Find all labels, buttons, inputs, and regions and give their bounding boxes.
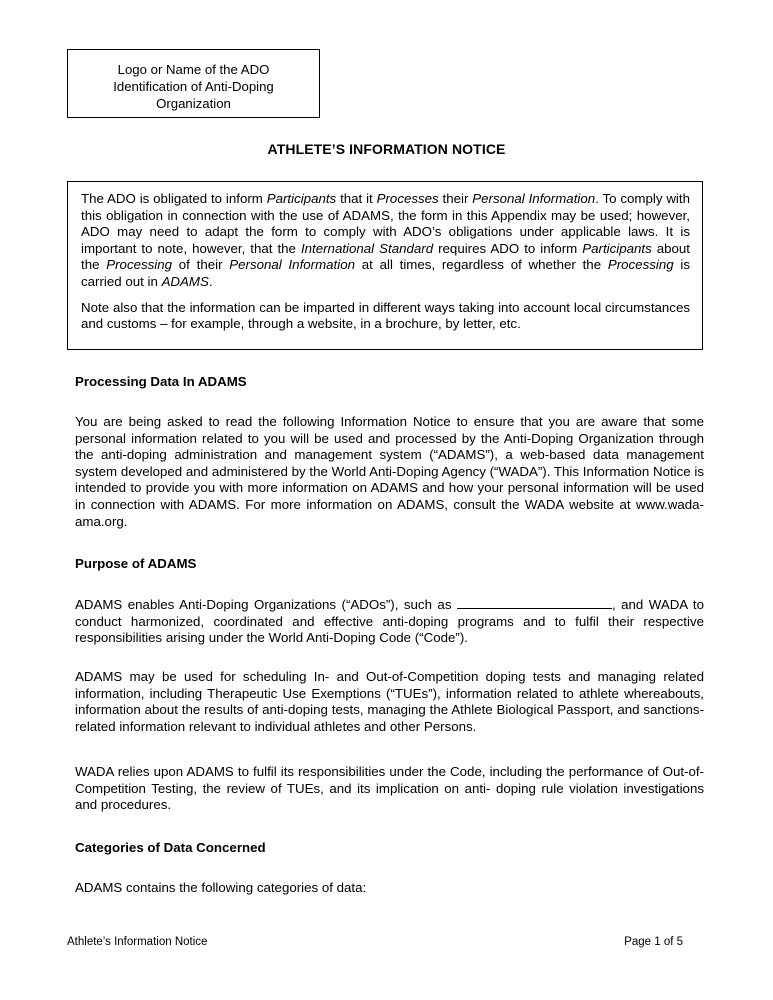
scheduling-paragraph: ADAMS may be used for scheduling In- and Out-of-Competition doping tests and managing related information, including Therapeutic Use Exemptions (“TUEs”), information related to athlete whereabouts, information about the results of anti-doping tests, managing the Athlete Biological Passport, and sanctions-related information relevant to individual athletes and other Persons. (75, 669, 704, 734)
logo-line-3: Organization (156, 96, 231, 111)
italic-term: International Standard (300, 240, 434, 256)
notice-paragraph-2: Note also that the information can be imparted in different ways taking into account local circumstances and customs – for example, through a website, in a brochure, by letter, etc. (81, 299, 690, 332)
ado-name-blank-line (457, 597, 612, 609)
footer-document-name: Athlete’s Information Notice (67, 936, 208, 948)
text-run: , and WADA to conduct harmonized, coordinated and effective anti-doping programs and to fulfil their respective responsibilities arising under the World Anti-Doping Code (“Code”). (75, 597, 704, 646)
text-run: ADAMS enables Anti-Doping Organizations (“ADOs”), such as (75, 597, 457, 612)
text-run: is carried out in (81, 257, 690, 289)
notice-paragraph-1 (81, 191, 690, 291)
logo-line-2: Identification of Anti-Doping (113, 79, 274, 94)
text-run: . (208, 273, 213, 289)
document-title: ATHLETE’S INFORMATION NOTICE (267, 141, 506, 157)
italic-term: Processing (106, 257, 173, 273)
italic-term: Personal Information (472, 191, 596, 206)
text-run: about the (81, 240, 691, 273)
italic-term: Personal Information (229, 257, 355, 273)
processing-paragraph: You are being asked to read the following Information Notice to ensure that you are aware that some personal information related to you will be used and processed by the Anti-Doping Organization through the anti-doping administration and management system (“ADAMS”), a web-based data management system developed and administered by the World Anti-Doping Agency (“WADA”). This Information Notice is intended to provide you with more information on ADAMS and how your personal information will be used in connection with ADAMS. For more information on ADAMS, consult the WADA website at www.wada-ama.org. (75, 414, 704, 529)
text-run: . To comply with this obligation in connection with the use of ADAMS, the form in this Appendix may be used; however, ADO may need to adapt the form to comply with ADO’s obligations under applicable laws. It is important to note, however, that the (81, 191, 690, 256)
text-run: The ADO is obligated to inform (81, 191, 267, 206)
italic-term: Processes (376, 191, 439, 206)
section-heading-purpose: Purpose of ADAMS (75, 556, 197, 571)
italic-term: ADAMS (161, 273, 209, 289)
section-heading-processing: Processing Data In ADAMS (75, 374, 247, 389)
italic-term: Participants (582, 240, 652, 256)
purpose-paragraph (75, 597, 704, 647)
wada-paragraph: WADA relies upon ADAMS to fulfil its responsibilities under the Code, including the performance of Out-of-Competition Testing, the review of TUEs, and its implication on anti- doping rule violation investigations and procedures. (75, 764, 704, 813)
text-run: of their (172, 257, 230, 273)
section-heading-categories: Categories of Data Concerned (75, 840, 266, 855)
footer-page-number: Page 1 of 5 (624, 936, 683, 948)
logo-placeholder-box (67, 49, 320, 118)
text-run: their (438, 191, 473, 206)
text-run: at all times, regardless of whether the (355, 257, 608, 273)
notice-box (67, 181, 703, 350)
logo-line-1: Logo or Name of the ADO (117, 62, 270, 77)
italic-term: Participants (266, 191, 337, 206)
text-run: requires ADO to inform (433, 240, 583, 256)
italic-term: Processing (607, 257, 674, 273)
categories-paragraph: ADAMS contains the following categories of data: (75, 880, 367, 895)
text-run: that it (336, 191, 377, 206)
